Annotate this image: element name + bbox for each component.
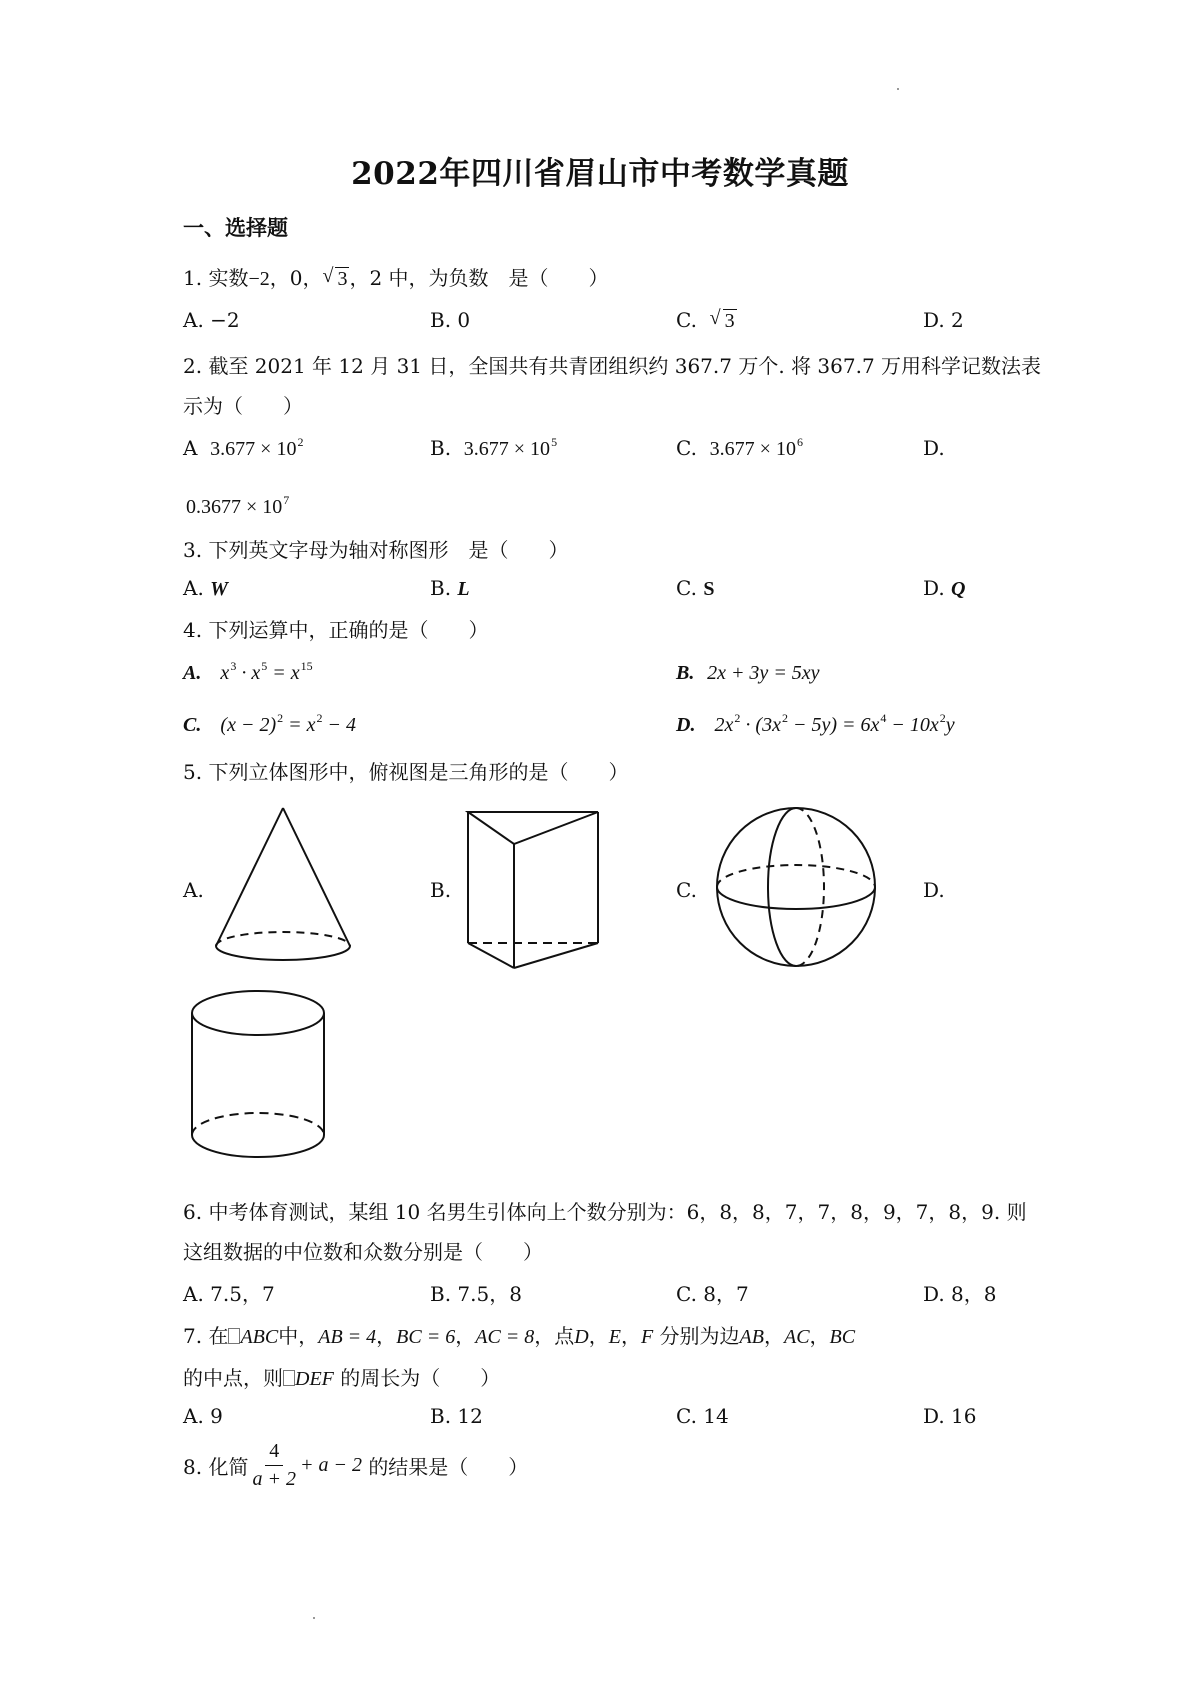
q7-option-b[interactable]: B. 12 bbox=[430, 1404, 483, 1428]
q2-option-c[interactable]: C. $3.677 \times 10^6$ bbox=[676, 435, 803, 460]
cylinder-figure[interactable] bbox=[188, 985, 338, 1170]
q3-option-b[interactable]: B. L bbox=[430, 576, 470, 600]
question-8: 8. 化简 $\frac{4}{a + 2}$ + a − 2 的结果是（ ） bbox=[183, 1440, 529, 1490]
q4-option-d[interactable]: D. $2x^2 \cdot (3x^2 - 5y) = 6x^4 - 10x^2y$ bbox=[676, 711, 955, 736]
sqrt-symbol: √ 3 bbox=[322, 265, 348, 290]
question-2-line-2: 示为（ ） bbox=[183, 394, 303, 418]
q6-option-c[interactable]: C. 8，7 bbox=[676, 1282, 749, 1306]
page-title: 2022年四川省眉山市中考数学真题 bbox=[351, 156, 849, 192]
triangle-icon bbox=[228, 1328, 240, 1344]
q7-option-c[interactable]: C. 14 bbox=[676, 1404, 729, 1428]
q5-option-d[interactable]: D. bbox=[923, 878, 945, 902]
q5-option-c[interactable]: C. bbox=[676, 878, 697, 902]
scan-dot bbox=[313, 1617, 315, 1619]
question-2-line-1: 2. 截至 2021 年 12 月 31 日，全国共有共青团组织约 367.7 万个. 将 367.7 万用科学记数法表 bbox=[183, 354, 1042, 378]
q3-option-c[interactable]: C. S bbox=[676, 576, 715, 600]
q4-option-c[interactable]: C. $(x - 2)^2 = x^2 - 4$ bbox=[183, 711, 356, 736]
q3-option-d[interactable]: D. Q bbox=[923, 576, 966, 600]
question-4: 4. 下列运算中，正确的是（ ） bbox=[183, 618, 489, 642]
q2-option-b[interactable]: B. $3.677 \times 10^5$ bbox=[430, 435, 558, 460]
q7-option-a[interactable]: A. 9 bbox=[183, 1404, 223, 1428]
q4-option-b[interactable]: B. 2x + 3y = 5xy bbox=[676, 662, 820, 684]
sqrt-symbol: √ 3 bbox=[709, 307, 735, 332]
question-6-line-1: 6. 中考体育测试，某组 10 名男生引体向上个数分别为：6，8，8，7，7，8，9，7，8，9. 则 bbox=[183, 1200, 1027, 1224]
question-1: 1. 实数−2，0， √ 3 ，2 中，为负数 是（ ） bbox=[183, 265, 609, 290]
q6-option-b[interactable]: B. 7.5，8 bbox=[430, 1282, 522, 1306]
sphere-figure[interactable] bbox=[710, 800, 885, 975]
section-heading: 一、选择题 bbox=[183, 215, 288, 240]
question-6-line-2: 这组数据的中位数和众数分别是（ ） bbox=[183, 1240, 543, 1264]
q6-option-d[interactable]: D. 8，8 bbox=[923, 1282, 997, 1306]
q5-option-b[interactable]: B. bbox=[430, 878, 452, 902]
triangle-icon bbox=[283, 1370, 295, 1386]
q2-option-a[interactable]: A $3.677 \times 10^2$ bbox=[183, 435, 304, 460]
q5-option-a[interactable]: A. bbox=[183, 878, 204, 902]
q2-option-d-value[interactable]: $0.3677 \times 10^7$ bbox=[186, 493, 290, 518]
q1-option-d[interactable]: D. 2 bbox=[923, 308, 964, 332]
question-3: 3. 下列英文字母为轴对称图形 是（ ） bbox=[183, 538, 569, 562]
fraction: $\frac{4}{a + 2}$ bbox=[252, 1440, 296, 1490]
scan-dot bbox=[897, 88, 899, 90]
q1-option-a[interactable]: A. −2 bbox=[183, 308, 240, 332]
q1-option-b[interactable]: B. 0 bbox=[430, 308, 471, 332]
q1-negative-two: −2 bbox=[248, 268, 270, 290]
triangular-prism-figure[interactable] bbox=[462, 800, 612, 975]
q1-option-c[interactable]: C. √ 3 bbox=[676, 307, 735, 332]
q4-option-a[interactable]: A. $x^3 \cdot x^5 = x^{15}$ bbox=[183, 659, 313, 684]
cone-figure[interactable] bbox=[210, 800, 360, 975]
question-7-line-1: 7. 在 ABC中，AB = 4，BC = 6，AC = 8，点D，E，F 分别为边AB，AC，BC bbox=[183, 1324, 856, 1348]
q2-option-d-label[interactable]: D. bbox=[923, 436, 945, 460]
q7-option-d[interactable]: D. 16 bbox=[923, 1404, 977, 1428]
question-7-line-2: 的中点，则 DEF 的周长为（ ） bbox=[183, 1366, 501, 1390]
question-5: 5. 下列立体图形中，俯视图是三角形的是（ ） bbox=[183, 760, 629, 784]
q6-option-a[interactable]: A. 7.5，7 bbox=[183, 1282, 275, 1306]
q3-option-a[interactable]: A. W bbox=[183, 576, 228, 600]
